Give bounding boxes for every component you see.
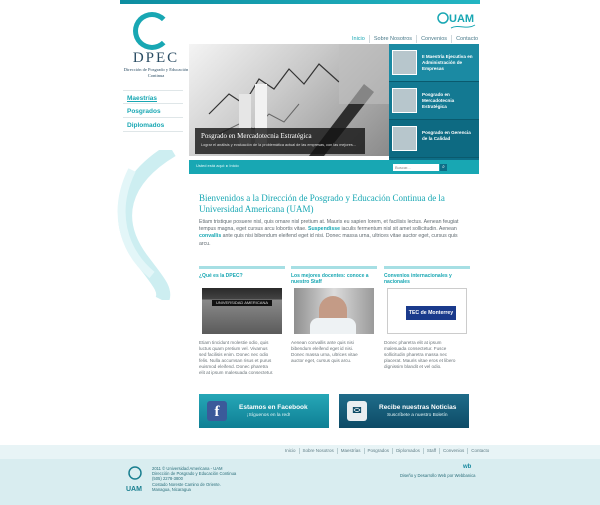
- featured-item-1[interactable]: [389, 44, 479, 82]
- nav-sobre-nosotros[interactable]: Sobre Nosotros: [370, 35, 417, 43]
- footer-city: Managua, Nicaragua: [152, 486, 191, 492]
- background-swirl: [112, 150, 182, 300]
- footer-phone: (505) 2278-3800: [152, 476, 183, 482]
- breadcrumb-separator-icon: ▸: [226, 163, 230, 168]
- column-bar: [199, 266, 285, 269]
- newsletter-banner[interactable]: [339, 394, 469, 428]
- welcome-text: iaculis fermentum nisl sit amet sollicitudin. Aenean: [340, 226, 457, 233]
- column-docentes: [291, 266, 377, 364]
- column-heading[interactable]: Los mejores docentes: conoce a nuestro Staff: [291, 273, 369, 285]
- envelope-icon: ✉: [347, 401, 367, 421]
- footer-nav-item[interactable]: Contacto: [471, 448, 490, 453]
- nav-contacto[interactable]: Contacto: [456, 36, 479, 42]
- dpec-logo-icon[interactable]: [133, 12, 171, 50]
- footer-nav-item[interactable]: Sobre Nosotros: [300, 448, 338, 454]
- footer-address: Costado Noreste Camino de Oriente.: [152, 481, 221, 487]
- facebook-icon: f: [207, 401, 227, 421]
- logo-subtitle: Dirección de Posgrado y Educación Continua: [123, 67, 189, 78]
- footer-nav: [282, 448, 492, 454]
- footer-nav-item[interactable]: Inicio: [282, 448, 300, 454]
- breadcrumb-current[interactable]: Inicio: [229, 163, 239, 168]
- partner-logo-image[interactable]: [387, 288, 467, 334]
- featured-thumb: [392, 88, 417, 113]
- featured-label: Posgrado en Mercadotecnia Estratégica: [422, 92, 455, 109]
- footer-credit[interactable]: Diseño y Desarrollo Web por Webbanica: [400, 473, 476, 478]
- footer-nav-item[interactable]: Staff: [424, 448, 440, 454]
- hero-title[interactable]: Posgrado en Mercadotecnia Estratégica: [201, 132, 312, 140]
- footer-uam-logo-icon: [125, 465, 145, 495]
- logo-title[interactable]: DPEC: [132, 50, 180, 66]
- footer-nav-item[interactable]: Convenios: [440, 448, 468, 454]
- column-text: Donec pharetra elit at ipsum malesuada consectetur. Fusce sollicitudin pharetra massa nec placerat. Mauris vitae eros et libero dignissim blandit et vel odio.: [384, 340, 456, 370]
- welcome-text: Etiam tristique posuere nisl, quis ornare nisl pretium at. Mauris eu sapien lorem, et facilisis lectus. Aenean feugiat tempus magna, eget cursus arcu lobortis vitae.: [199, 219, 459, 233]
- featured-item-2[interactable]: [389, 82, 479, 120]
- webbanica-logo[interactable]: wb: [463, 464, 472, 470]
- building-sign: UNIVERSIDAD AMERICANA: [212, 300, 272, 306]
- column-text: Aenean convallis ante quis nisi bibendum eleifend eget id nisi. Donec massa urna, ultrices vitae auctor eget, cursus quis arcu.: [291, 340, 358, 364]
- tec-logo: TEC de Monterrey: [406, 306, 456, 320]
- column-bar: [291, 266, 377, 269]
- breadcrumb-label: Usted está aquí:: [196, 163, 226, 168]
- newsletter-title: Recibe nuestras Noticias: [379, 404, 457, 411]
- featured-item-3[interactable]: [389, 120, 479, 158]
- hero-description: Lograr el análisis y evaluación de la problemática actual de las empresas, con las mejores...: [201, 143, 356, 147]
- breadcrumb: [196, 163, 239, 168]
- column-convenios: [384, 266, 470, 370]
- side-item-posgrados[interactable]: Posgrados: [123, 104, 183, 118]
- top-accent-bar: [120, 0, 480, 4]
- side-menu: [123, 90, 183, 132]
- column-que-es: [199, 266, 285, 376]
- featured-thumb: [392, 50, 417, 75]
- welcome-link[interactable]: convallis: [199, 233, 222, 240]
- column-bar: [384, 266, 470, 269]
- footer-copyright: 2011 © Universidad Americana - UAM: [152, 466, 223, 471]
- nav-inicio[interactable]: Inicio: [348, 35, 370, 43]
- uam-logo-icon[interactable]: [437, 8, 477, 34]
- facebook-title: Estamos en Facebook: [239, 404, 308, 411]
- welcome-title: Bienvenidos a la Dirección de Posgrado y Educación Continua de la Universidad Americana (UAM): [199, 193, 445, 214]
- footer-info: [152, 466, 236, 492]
- footer-nav-item[interactable]: Diplomados: [393, 448, 424, 454]
- welcome-body: [199, 219, 469, 248]
- search-icon[interactable]: ⌕: [440, 164, 447, 171]
- welcome-text: ante quis nisi bibendum eleifend eget id nisi. Donec massa urna, ultrices vitae auctor eget, cursus quis arcu.: [199, 233, 458, 247]
- column-heading[interactable]: Convenios internacionales y nacionales: [384, 273, 452, 285]
- facebook-banner[interactable]: [199, 394, 329, 428]
- side-item-maestrias[interactable]: Maestrías: [123, 90, 183, 104]
- building-image[interactable]: [202, 288, 282, 334]
- column-heading[interactable]: ¿Qué es la DPEC?: [199, 273, 243, 279]
- footer-org: Dirección de Posgrado y Educación Continua: [152, 471, 237, 477]
- side-item-diplomados[interactable]: Diplomados: [123, 118, 183, 132]
- nav-convenios[interactable]: Convenios: [417, 35, 452, 43]
- featured-thumb: [392, 126, 417, 151]
- footer-nav-item[interactable]: Maestrías: [338, 448, 365, 454]
- featured-label: II Maestría Ejecutiva en Administración de Empresas: [422, 54, 473, 71]
- featured-label: Posgrado en Gerencia de la Calidad: [422, 130, 471, 141]
- staff-photo[interactable]: [294, 288, 374, 334]
- footer-logo-text: UAM: [126, 486, 142, 493]
- footer-nav-item[interactable]: Posgrados: [365, 448, 394, 454]
- search-input[interactable]: Buscar...: [393, 164, 439, 171]
- column-text: Etiam tincidunt molestie odio, quis luctus quam pretium vel. Vivamus sed facilisis enim. Donec nec odio felis. Nulla accumsan risus et purus euismod eleifend. Donec pharetra elit at ipsum malesuada consectetur.: [199, 340, 274, 376]
- welcome-link[interactable]: Suspendisse: [308, 226, 341, 233]
- newsletter-subtitle: Suscríbete a nuestro Boletín: [387, 413, 448, 418]
- person-shirt: [310, 318, 356, 334]
- facebook-subtitle: ¡Síguenos en la red!: [247, 413, 291, 418]
- uam-logo-text: UAM: [449, 13, 475, 25]
